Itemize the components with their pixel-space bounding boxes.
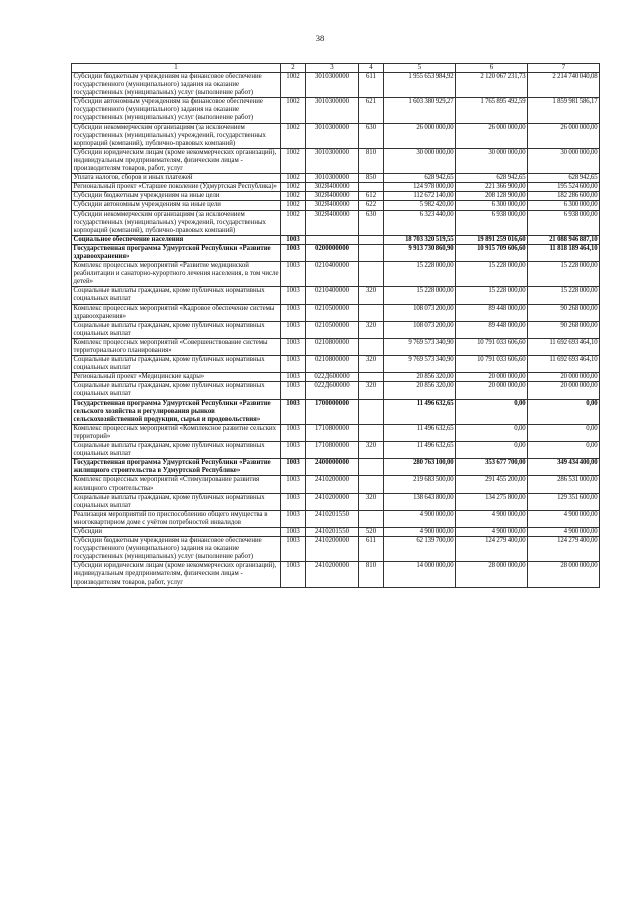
cell-amount-year-2: 10 915 709 606,60 bbox=[456, 244, 528, 261]
table-row bbox=[72, 399, 600, 424]
cell-amount-year-1: 20 856 320,00 bbox=[384, 373, 456, 382]
table-body bbox=[72, 73, 600, 588]
cell-name: Субсидии автономным учреждениям на иные цели bbox=[72, 201, 281, 210]
table-row bbox=[72, 510, 600, 527]
cell-amount-year-3: 182 286 600,00 bbox=[528, 192, 600, 201]
cell-amount-year-3: 349 434 400,00 bbox=[528, 459, 600, 476]
cell-expense-type bbox=[359, 304, 384, 321]
cell-section: 1003 bbox=[281, 262, 306, 287]
col-header-year-2: 6 bbox=[456, 64, 528, 73]
cell-target-article: 2410200000 bbox=[306, 562, 359, 587]
cell-amount-year-2: 0,00 bbox=[456, 442, 528, 459]
cell-name: Субсидии bbox=[72, 527, 281, 536]
cell-name: Субсидии автономным учреждениям на финансовое обеспечение государственного (муниципального) задания на оказание государственных (муниципальных) услуг (выполнение работ) bbox=[72, 98, 281, 123]
cell-amount-year-3: 0,00 bbox=[528, 424, 600, 441]
cell-expense-type bbox=[359, 244, 384, 261]
cell-name: Комплекс процессных мероприятий «Развитие медицинской реабилитации и санаторно-курортного лечения населения, в том числе детей» bbox=[72, 262, 281, 287]
cell-section: 1003 bbox=[281, 373, 306, 382]
cell-target-article: 2410201550 bbox=[306, 510, 359, 527]
cell-amount-year-1: 138 643 800,00 bbox=[384, 493, 456, 510]
cell-amount-year-2: 208 128 900,00 bbox=[456, 192, 528, 201]
cell-section: 1003 bbox=[281, 321, 306, 338]
cell-expense-type bbox=[359, 459, 384, 476]
cell-amount-year-1: 1 955 653 984,92 bbox=[384, 73, 456, 98]
cell-name: Субсидии юридическим лицам (кроме некоммерческих организаций), индивидуальным предпринимателям, физическим лицам - производителям товаров, работ, услуг bbox=[72, 148, 281, 173]
cell-amount-year-2: 26 000 000,00 bbox=[456, 123, 528, 148]
table-row bbox=[72, 537, 600, 562]
cell-expense-type: 520 bbox=[359, 527, 384, 536]
cell-section: 1002 bbox=[281, 174, 306, 183]
budget-table-container bbox=[71, 63, 599, 588]
col-header-year-1: 5 bbox=[384, 64, 456, 73]
cell-expense-type: 320 bbox=[359, 356, 384, 373]
cell-name: Субсидии бюджетным учреждениям на финансовое обеспечение государственного (муниципального) задания на оказание государственных (муниципальных) услуг (выполнение работ) bbox=[72, 73, 281, 98]
cell-amount-year-1: 280 763 100,00 bbox=[384, 459, 456, 476]
cell-expense-type: 630 bbox=[359, 123, 384, 148]
cell-amount-year-2: 15 228 000,00 bbox=[456, 287, 528, 304]
cell-amount-year-2: 2 120 067 231,73 bbox=[456, 73, 528, 98]
cell-expense-type: 850 bbox=[359, 174, 384, 183]
cell-expense-type bbox=[359, 235, 384, 244]
table-row bbox=[72, 321, 600, 338]
cell-section: 1003 bbox=[281, 338, 306, 355]
budget-table bbox=[71, 63, 600, 588]
cell-target-article: 2410200000 bbox=[306, 493, 359, 510]
table-row bbox=[72, 98, 600, 123]
table-row bbox=[72, 201, 600, 210]
table-row bbox=[72, 262, 600, 287]
cell-amount-year-1: 11 496 632,65 bbox=[384, 424, 456, 441]
cell-amount-year-3: 129 351 600,00 bbox=[528, 493, 600, 510]
cell-section: 1003 bbox=[281, 235, 306, 244]
cell-amount-year-1: 628 942,65 bbox=[384, 174, 456, 183]
cell-amount-year-3: 4 900 000,00 bbox=[528, 510, 600, 527]
cell-amount-year-3: 1 859 981 586,17 bbox=[528, 98, 600, 123]
cell-amount-year-1: 108 073 200,00 bbox=[384, 304, 456, 321]
cell-amount-year-3: 28 000 000,00 bbox=[528, 562, 600, 587]
cell-section: 1002 bbox=[281, 192, 306, 201]
cell-expense-type: 621 bbox=[359, 98, 384, 123]
table-row bbox=[72, 373, 600, 382]
cell-amount-year-3: 0,00 bbox=[528, 442, 600, 459]
table-row bbox=[72, 73, 600, 98]
cell-name: Региональный проект «Медицинские кадры» bbox=[72, 373, 281, 382]
cell-amount-year-3: 15 228 000,00 bbox=[528, 287, 600, 304]
cell-amount-year-3: 90 268 000,00 bbox=[528, 304, 600, 321]
cell-amount-year-3: 124 279 400,00 bbox=[528, 537, 600, 562]
cell-amount-year-2: 30 000 000,00 bbox=[456, 148, 528, 173]
cell-amount-year-3: 20 000 000,00 bbox=[528, 382, 600, 399]
cell-expense-type: 320 bbox=[359, 287, 384, 304]
cell-name: Социальные выплаты гражданам, кроме публичных нормативных социальных выплат bbox=[72, 382, 281, 399]
cell-target-article: 0200000000 bbox=[306, 244, 359, 261]
cell-amount-year-1: 9 913 730 860,90 bbox=[384, 244, 456, 261]
cell-name: Субсидии некоммерческим организациям (за исключением государственных (муниципальных) учреждений, государственных корпораций (компаний), публично-правовых компаний) bbox=[72, 210, 281, 235]
cell-expense-type: 612 bbox=[359, 192, 384, 201]
cell-expense-type: 810 bbox=[359, 562, 384, 587]
cell-expense-type bbox=[359, 424, 384, 441]
cell-amount-year-3: 628 942,65 bbox=[528, 174, 600, 183]
cell-amount-year-3: 0,00 bbox=[528, 399, 600, 424]
cell-amount-year-3: 6 938 000,00 bbox=[528, 210, 600, 235]
cell-expense-type: 320 bbox=[359, 442, 384, 459]
cell-amount-year-2: 19 891 259 016,60 bbox=[456, 235, 528, 244]
cell-amount-year-2: 89 448 000,00 bbox=[456, 321, 528, 338]
table-row bbox=[72, 210, 600, 235]
cell-amount-year-1: 62 139 700,00 bbox=[384, 537, 456, 562]
cell-amount-year-1: 124 978 000,00 bbox=[384, 183, 456, 192]
cell-name: Комплекс процессных мероприятий «Комплексное развитие сельских территорий» bbox=[72, 424, 281, 441]
table-row bbox=[72, 356, 600, 373]
cell-target-article: 2410201550 bbox=[306, 527, 359, 536]
cell-target-article bbox=[306, 235, 359, 244]
cell-amount-year-3: 195 524 600,00 bbox=[528, 183, 600, 192]
cell-amount-year-3: 26 000 000,00 bbox=[528, 123, 600, 148]
cell-section: 1003 bbox=[281, 244, 306, 261]
cell-target-article: 1700000000 bbox=[306, 399, 359, 424]
cell-amount-year-3: 11 692 693 464,10 bbox=[528, 356, 600, 373]
cell-target-article: 3010300000 bbox=[306, 73, 359, 98]
cell-target-article: 2410200000 bbox=[306, 537, 359, 562]
cell-amount-year-2: 221 366 900,00 bbox=[456, 183, 528, 192]
cell-target-article: 022Д600000 bbox=[306, 382, 359, 399]
cell-expense-type: 320 bbox=[359, 493, 384, 510]
cell-amount-year-2: 15 228 000,00 bbox=[456, 262, 528, 287]
cell-name: Социальные выплаты гражданам, кроме публичных нормативных социальных выплат bbox=[72, 356, 281, 373]
cell-expense-type: 611 bbox=[359, 537, 384, 562]
cell-amount-year-1: 9 769 573 340,90 bbox=[384, 338, 456, 355]
cell-amount-year-1: 15 228 000,00 bbox=[384, 287, 456, 304]
cell-section: 1002 bbox=[281, 148, 306, 173]
cell-amount-year-1: 20 856 320,00 bbox=[384, 382, 456, 399]
cell-name: Государственная программа Удмуртской Республики «Развитие здравоохранения» bbox=[72, 244, 281, 261]
table-row bbox=[72, 244, 600, 261]
cell-amount-year-2: 134 275 800,00 bbox=[456, 493, 528, 510]
cell-amount-year-3: 2 214 740 040,08 bbox=[528, 73, 600, 98]
cell-name: Уплата налогов, сборов и иных платежей bbox=[72, 174, 281, 183]
cell-amount-year-3: 21 088 946 887,10 bbox=[528, 235, 600, 244]
cell-name: Социальные выплаты гражданам, кроме публичных нормативных социальных выплат bbox=[72, 442, 281, 459]
table-row bbox=[72, 304, 600, 321]
cell-section: 1002 bbox=[281, 210, 306, 235]
cell-amount-year-3: 11 692 693 464,10 bbox=[528, 338, 600, 355]
cell-amount-year-2: 0,00 bbox=[456, 424, 528, 441]
cell-target-article: 3010300000 bbox=[306, 123, 359, 148]
cell-target-article: 0210500000 bbox=[306, 321, 359, 338]
cell-name: Социальные выплаты гражданам, кроме публичных нормативных социальных выплат bbox=[72, 321, 281, 338]
cell-amount-year-2: 628 942,65 bbox=[456, 174, 528, 183]
cell-target-article: 302Я400000 bbox=[306, 201, 359, 210]
table-row bbox=[72, 442, 600, 459]
cell-expense-type bbox=[359, 399, 384, 424]
col-header-section: 2 bbox=[281, 64, 306, 73]
cell-section: 1003 bbox=[281, 442, 306, 459]
cell-target-article: 302Я400000 bbox=[306, 183, 359, 192]
table-row bbox=[72, 476, 600, 493]
cell-target-article: 0210800000 bbox=[306, 338, 359, 355]
cell-target-article: 0210500000 bbox=[306, 304, 359, 321]
cell-amount-year-2: 20 000 000,00 bbox=[456, 373, 528, 382]
cell-section: 1002 bbox=[281, 73, 306, 98]
cell-amount-year-2: 10 791 033 606,60 bbox=[456, 338, 528, 355]
cell-target-article: 3010300000 bbox=[306, 98, 359, 123]
cell-amount-year-1: 15 228 000,00 bbox=[384, 262, 456, 287]
cell-name: Субсидии некоммерческим организациям (за исключением государственных (муниципальных) учреждений, государственных корпораций (компаний), публично-правовых компаний) bbox=[72, 123, 281, 148]
cell-expense-type: 320 bbox=[359, 382, 384, 399]
cell-amount-year-1: 30 000 000,00 bbox=[384, 148, 456, 173]
cell-section: 1003 bbox=[281, 424, 306, 441]
cell-amount-year-2: 20 000 000,00 bbox=[456, 382, 528, 399]
table-row bbox=[72, 493, 600, 510]
cell-expense-type: 611 bbox=[359, 73, 384, 98]
cell-name: Государственная программа Удмуртской Республики «Развитие жилищного строительства в Удмуртской Республике» bbox=[72, 459, 281, 476]
cell-amount-year-3: 286 531 000,00 bbox=[528, 476, 600, 493]
cell-expense-type bbox=[359, 510, 384, 527]
cell-name: Реализация мероприятий по приспособлению общего имущества в многоквартирном доме с учётом потребностей инвалидов bbox=[72, 510, 281, 527]
cell-amount-year-3: 6 300 000,00 bbox=[528, 201, 600, 210]
cell-expense-type bbox=[359, 183, 384, 192]
cell-target-article: 3010300000 bbox=[306, 174, 359, 183]
table-row bbox=[72, 527, 600, 536]
header-row bbox=[72, 64, 600, 73]
cell-target-article: 0210400000 bbox=[306, 287, 359, 304]
cell-section: 1003 bbox=[281, 287, 306, 304]
page-number: 38 bbox=[315, 33, 325, 43]
cell-section: 1003 bbox=[281, 527, 306, 536]
cell-section: 1003 bbox=[281, 510, 306, 527]
cell-section: 1003 bbox=[281, 399, 306, 424]
table-row bbox=[72, 424, 600, 441]
cell-expense-type: 810 bbox=[359, 148, 384, 173]
table-row bbox=[72, 148, 600, 173]
cell-amount-year-2: 1 765 895 492,59 bbox=[456, 98, 528, 123]
cell-amount-year-1: 5 982 420,00 bbox=[384, 201, 456, 210]
cell-amount-year-1: 11 496 632,65 bbox=[384, 442, 456, 459]
cell-amount-year-1: 6 323 440,00 bbox=[384, 210, 456, 235]
cell-amount-year-2: 6 300 000,00 bbox=[456, 201, 528, 210]
cell-amount-year-2: 10 791 033 606,60 bbox=[456, 356, 528, 373]
cell-name: Комплекс процессных мероприятий «Стимулирование развития жилищного строительства» bbox=[72, 476, 281, 493]
cell-amount-year-2: 4 900 000,00 bbox=[456, 527, 528, 536]
cell-amount-year-2: 124 279 400,00 bbox=[456, 537, 528, 562]
table-row bbox=[72, 192, 600, 201]
cell-amount-year-1: 108 073 200,00 bbox=[384, 321, 456, 338]
cell-amount-year-1: 11 496 632,65 bbox=[384, 399, 456, 424]
table-row bbox=[72, 123, 600, 148]
cell-expense-type: 630 bbox=[359, 210, 384, 235]
cell-name: Субсидии бюджетным учреждениям на иные цели bbox=[72, 192, 281, 201]
cell-name: Социальные выплаты гражданам, кроме публичных нормативных социальных выплат bbox=[72, 287, 281, 304]
cell-amount-year-2: 4 900 000,00 bbox=[456, 510, 528, 527]
cell-section: 1003 bbox=[281, 562, 306, 587]
cell-section: 1002 bbox=[281, 123, 306, 148]
cell-section: 1003 bbox=[281, 537, 306, 562]
cell-target-article: 3010300000 bbox=[306, 148, 359, 173]
cell-amount-year-1: 219 683 500,00 bbox=[384, 476, 456, 493]
cell-section: 1003 bbox=[281, 493, 306, 510]
cell-target-article: 2410200000 bbox=[306, 476, 359, 493]
cell-amount-year-2: 353 677 700,00 bbox=[456, 459, 528, 476]
table-row bbox=[72, 183, 600, 192]
cell-amount-year-2: 6 938 000,00 bbox=[456, 210, 528, 235]
col-header-target-article: 3 bbox=[306, 64, 359, 73]
cell-expense-type bbox=[359, 373, 384, 382]
col-header-expense-type: 4 bbox=[359, 64, 384, 73]
cell-amount-year-1: 4 900 000,00 bbox=[384, 510, 456, 527]
cell-amount-year-1: 1 603 380 929,27 bbox=[384, 98, 456, 123]
cell-name: Комплекс процессных мероприятий «Кадровое обеспечение системы здравоохранения» bbox=[72, 304, 281, 321]
cell-amount-year-1: 14 000 000,00 bbox=[384, 562, 456, 587]
cell-amount-year-1: 9 769 573 340,90 bbox=[384, 356, 456, 373]
table-row bbox=[72, 338, 600, 355]
cell-name: Субсидии юридическим лицам (кроме некоммерческих организаций), индивидуальным предпринимателям, физическим лицам - производителям товаров, работ, услуг bbox=[72, 562, 281, 587]
cell-amount-year-1: 18 703 320 519,55 bbox=[384, 235, 456, 244]
cell-name: Социальные выплаты гражданам, кроме публичных нормативных социальных выплат bbox=[72, 493, 281, 510]
cell-expense-type: 622 bbox=[359, 201, 384, 210]
cell-section: 1003 bbox=[281, 304, 306, 321]
cell-amount-year-3: 90 268 000,00 bbox=[528, 321, 600, 338]
cell-target-article: 302Я400000 bbox=[306, 210, 359, 235]
cell-expense-type bbox=[359, 262, 384, 287]
cell-amount-year-1: 26 000 000,00 bbox=[384, 123, 456, 148]
cell-name: Социальное обеспечение населения bbox=[72, 235, 281, 244]
cell-target-article: 1710800000 bbox=[306, 424, 359, 441]
cell-target-article: 2400000000 bbox=[306, 459, 359, 476]
cell-name: Государственная программа Удмуртской Республики «Развитие сельского хозяйства и регулирования рынков сельскохозяйственной продукции, сырья и продовольствия» bbox=[72, 399, 281, 424]
cell-expense-type: 320 bbox=[359, 321, 384, 338]
cell-amount-year-2: 291 455 200,00 bbox=[456, 476, 528, 493]
table-row bbox=[72, 174, 600, 183]
table-row bbox=[72, 459, 600, 476]
cell-amount-year-1: 4 900 000,00 bbox=[384, 527, 456, 536]
cell-target-article: 0210400000 bbox=[306, 262, 359, 287]
cell-target-article: 302Я400000 bbox=[306, 192, 359, 201]
cell-amount-year-2: 89 448 000,00 bbox=[456, 304, 528, 321]
cell-name: Комплекс процессных мероприятий «Совершенствование системы территориального планирования» bbox=[72, 338, 281, 355]
cell-name: Региональный проект «Старшее поколение (Удмуртская Республика)» bbox=[72, 183, 281, 192]
cell-amount-year-3: 4 900 000,00 bbox=[528, 527, 600, 536]
cell-amount-year-2: 28 000 000,00 bbox=[456, 562, 528, 587]
cell-name: Субсидии бюджетным учреждениям на финансовое обеспечение государственного (муниципального) задания на оказание государственных (муниципальных) услуг (выполнение работ) bbox=[72, 537, 281, 562]
cell-target-article: 022Д600000 bbox=[306, 373, 359, 382]
cell-amount-year-1: 112 672 140,00 bbox=[384, 192, 456, 201]
cell-amount-year-3: 15 228 000,00 bbox=[528, 262, 600, 287]
table-row bbox=[72, 382, 600, 399]
cell-expense-type bbox=[359, 338, 384, 355]
table-row bbox=[72, 235, 600, 244]
col-header-year-3: 7 bbox=[528, 64, 600, 73]
table-row bbox=[72, 287, 600, 304]
cell-amount-year-3: 30 000 000,00 bbox=[528, 148, 600, 173]
cell-section: 1003 bbox=[281, 382, 306, 399]
cell-amount-year-3: 11 818 189 464,10 bbox=[528, 244, 600, 261]
cell-amount-year-2: 0,00 bbox=[456, 399, 528, 424]
cell-section: 1002 bbox=[281, 183, 306, 192]
table-row bbox=[72, 562, 600, 587]
cell-target-article: 0210800000 bbox=[306, 356, 359, 373]
cell-section: 1002 bbox=[281, 201, 306, 210]
cell-section: 1003 bbox=[281, 476, 306, 493]
cell-target-article: 1710800000 bbox=[306, 442, 359, 459]
cell-section: 1003 bbox=[281, 356, 306, 373]
cell-expense-type bbox=[359, 476, 384, 493]
col-header-name: 1 bbox=[72, 64, 281, 73]
cell-amount-year-3: 20 000 000,00 bbox=[528, 373, 600, 382]
cell-section: 1002 bbox=[281, 98, 306, 123]
cell-section: 1003 bbox=[281, 459, 306, 476]
